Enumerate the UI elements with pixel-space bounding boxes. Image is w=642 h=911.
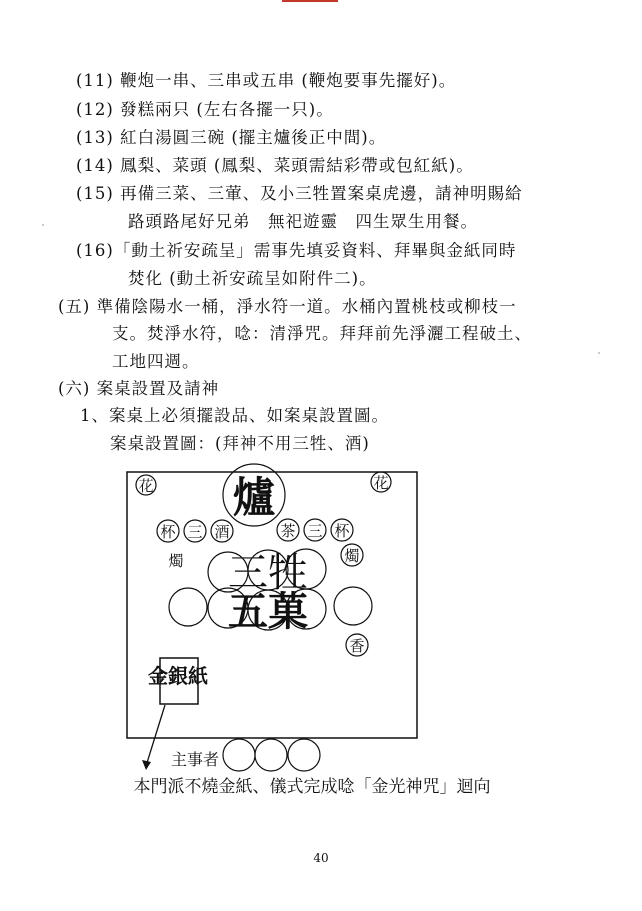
- candle-left-label: 燭: [168, 552, 184, 570]
- candle-right-label: 燭: [344, 547, 360, 565]
- five-fruits-label: 五菓: [228, 588, 308, 635]
- host-circle-3: [288, 739, 320, 771]
- flower-right-label: 花: [373, 474, 389, 492]
- footer-note: 本門派不燒金紙、儀式完成唸「金光神咒」迴向: [133, 777, 491, 797]
- item-16-cont: 焚化 (動土祈安疏呈如附件二)。: [128, 269, 377, 288]
- flower-left-label: 花: [138, 477, 154, 495]
- tea-label: 茶: [280, 522, 296, 540]
- item-11: (11) 鞭炮一串、三串或五串 (鞭炮要事先擺好)。: [76, 71, 457, 90]
- paper-money-label: 金銀紙: [148, 664, 208, 688]
- section-6-item-1: 1、案桌上必須擺設品、如案桌設置圖。: [80, 406, 389, 425]
- section-6-heading: (六) 案桌設置及請神: [58, 379, 220, 398]
- item-12: (12) 發糕兩只 (左右各擺一只)。: [76, 100, 334, 119]
- diagram-caption: 案桌設置圖：(拜神不用三牲、酒): [110, 434, 370, 453]
- cup-left-label: 杯: [160, 523, 176, 541]
- section-5-cont-1: 支。焚淨水符，唸：清淨咒。拜拜前先淨灑工程破土、: [112, 324, 532, 343]
- pointer-arrow-line: [146, 705, 165, 766]
- page-number: 40: [313, 851, 329, 865]
- host-circle-1: [223, 739, 255, 771]
- three-livestock-label: 三牲: [228, 550, 308, 596]
- wine-label: 酒: [214, 523, 230, 541]
- host-circle-2: [255, 739, 287, 771]
- fruit-circle-1: [169, 588, 207, 626]
- host-label: 主事者: [170, 750, 219, 769]
- item-15: (15) 再備三菜、三葷、及小三牲置案桌虎邊，請神明賜給: [76, 184, 523, 203]
- section-5: (五) 準備陰陽水一桶，淨水符一道。水桶內置桃枝或柳枝一: [58, 297, 517, 316]
- item-16: (16)「動土祈安疏呈」需事先填妥資料、拜畢與金紙同時: [76, 241, 517, 260]
- item-14: (14) 鳳梨、菜頭 (鳳梨、菜頭需結彩帶或包紅紙)。: [76, 156, 474, 175]
- cup-right-label: 杯: [334, 522, 350, 540]
- section-5-cont-2: 工地四週。: [112, 352, 200, 371]
- incense-burner-label: 爐: [232, 473, 276, 522]
- fruit-circle-5: [334, 587, 372, 625]
- pointer-arrowhead: [142, 760, 151, 770]
- three-right-label: 三: [307, 522, 323, 540]
- incense-label: 香: [349, 637, 365, 655]
- three-left-label: 三: [187, 523, 203, 541]
- item-13: (13) 紅白湯圓三碗 (擺主爐後正中間)。: [76, 128, 387, 147]
- item-15-cont: 路頭路尾好兄弟 無祀遊靈 四生眾生用餐。: [128, 212, 478, 231]
